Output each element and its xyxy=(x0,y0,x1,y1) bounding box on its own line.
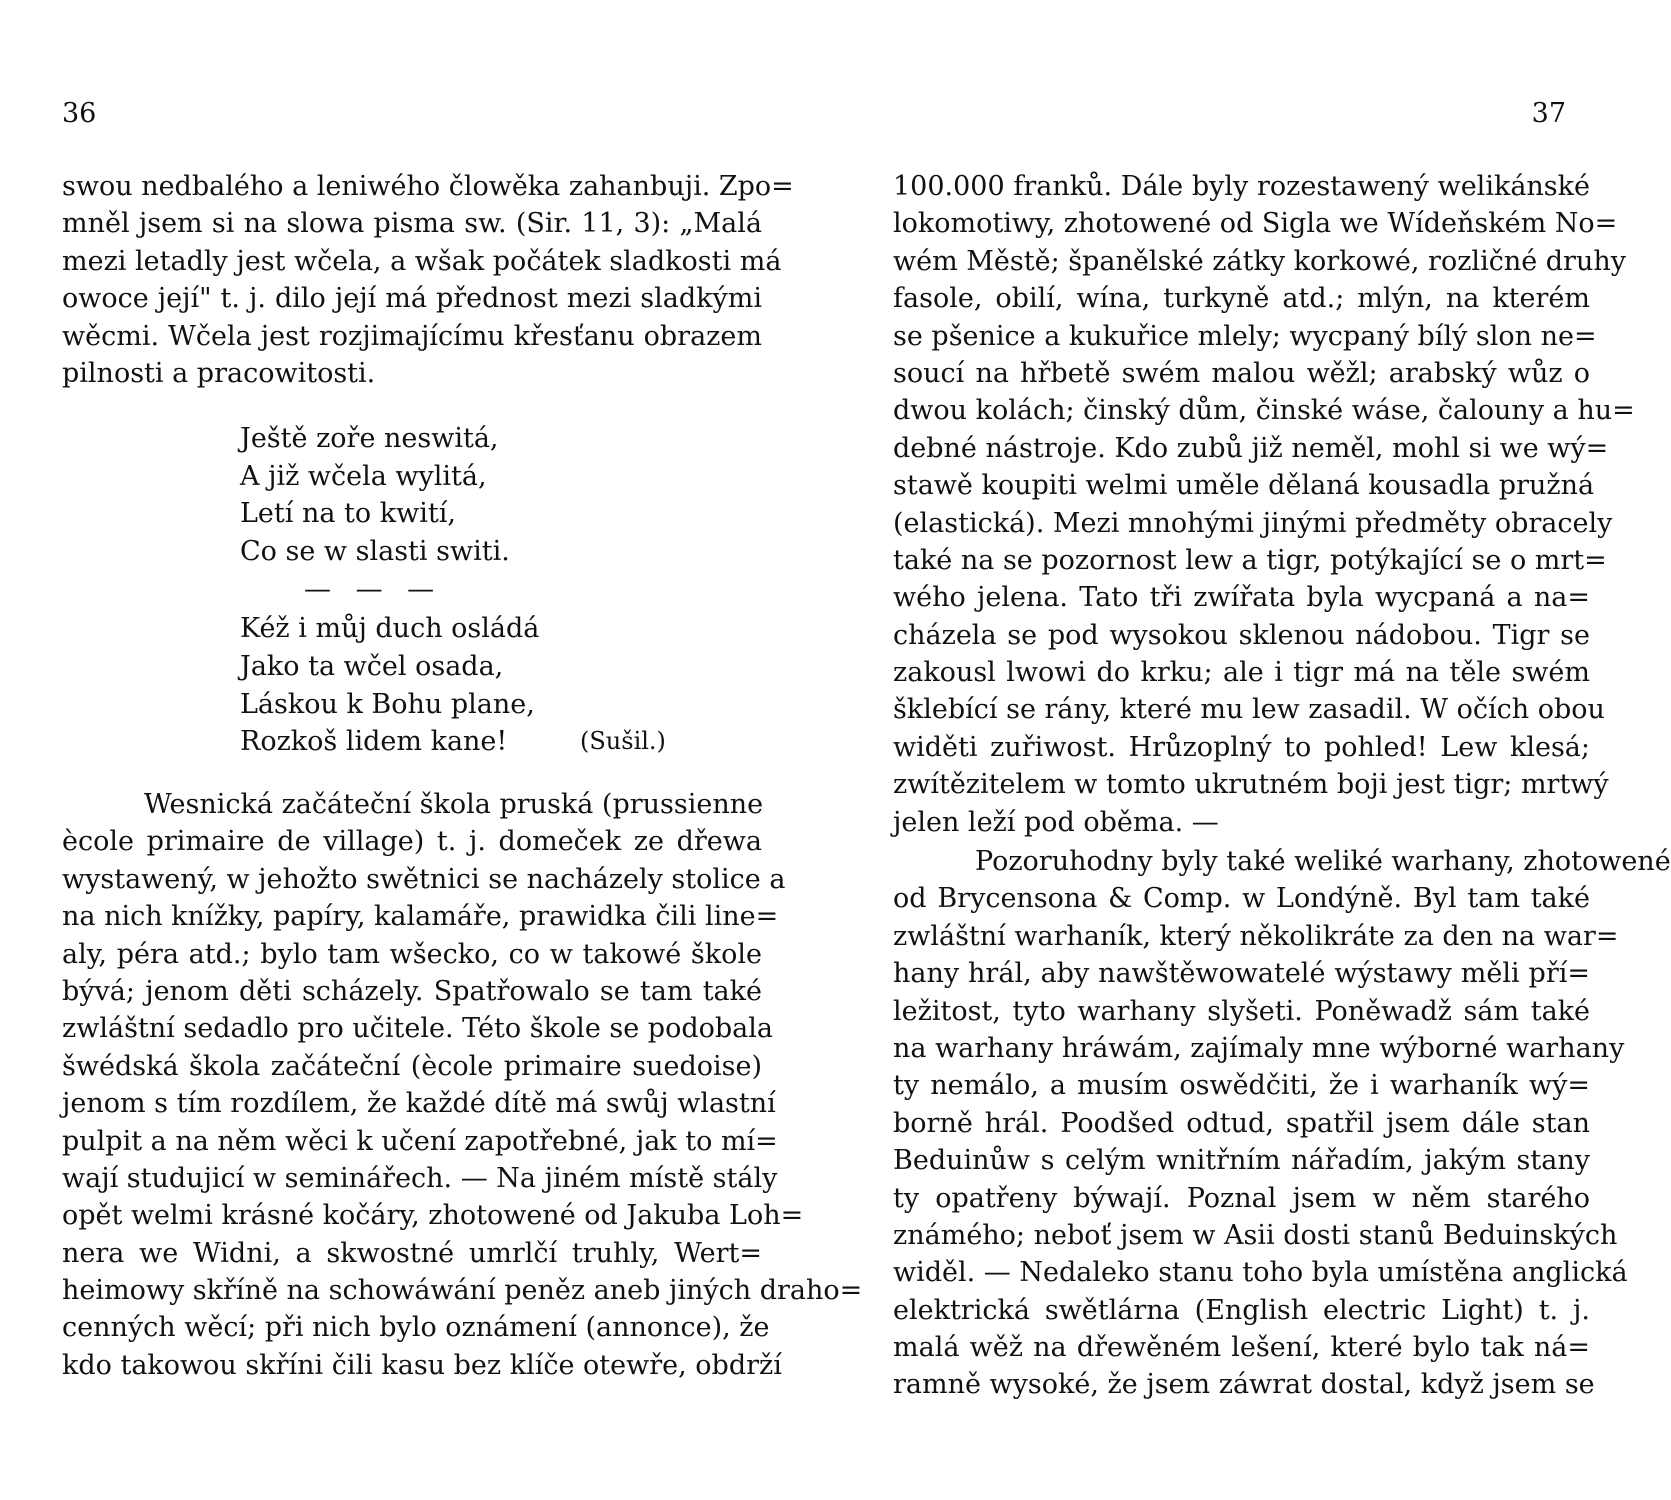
text-line: se pšenice a kukuřice mlely; wycpaný bílý slon ne= xyxy=(893,320,1597,352)
text-line: na warhany hráwám, zajímaly mne wýborné warhany xyxy=(893,1032,1625,1064)
text-line: swou nedbalého a leniwého člowěka zahanbuji. Zpo= xyxy=(62,171,794,202)
poem-line: Kéž i můj duch osládá xyxy=(240,613,540,645)
text-line: wěcmi. Wčela jest rozjimajícímu křesťanu obrazem xyxy=(62,320,762,352)
text-line: na nich knížky, papíry, kalamáře, prawidka čili line= xyxy=(62,901,779,933)
poem-line: Jako ta wčel osada, xyxy=(240,650,504,682)
poem-line: Letí na to kwití, xyxy=(240,498,456,530)
text-line: elektrická swětlárna (English electric Light) t. j. xyxy=(893,1294,1590,1326)
text-line: cenných wěcí; při nich bylo oznámení (annonce), že xyxy=(62,1312,770,1344)
text-line: wystawený, w jehožto swětnici se nacházely stolice a xyxy=(62,863,786,895)
text-line: lokomotiwy, zhotowené od Sigla we Wídeňském No= xyxy=(893,208,1618,240)
text-line: opět welmi krásné kočáry, zhotowené od Jakuba Loh= xyxy=(62,1200,804,1232)
text-line: známého; neboť jsem w Asii dosti stanů Beduinských xyxy=(893,1219,1618,1251)
text-line: kdo takowou skříni čili kasu bez klíče otewře, obdrží xyxy=(62,1349,782,1381)
text-line: wém Městě; španělské zátky korkowé, rozličné druhy xyxy=(893,245,1626,277)
text-line: jenom s tím rozdílem, že každé dítě má swůj wlastní xyxy=(62,1088,776,1120)
text-line: malá wěž na dřewěném lešení, které bylo tak ná= xyxy=(893,1332,1590,1364)
text-line: hany hrál, aby nawštěwowatelé wýstawy měli pří= xyxy=(893,958,1590,990)
paragraph-exhibits xyxy=(893,168,1635,841)
text-line: mněl jsem si na slowa pisma sw. (Sir. 11, 3): „Malá xyxy=(62,208,762,240)
poem-stanza-2 xyxy=(240,610,760,760)
poem-line: Rozkoš lidem kane! (Sušil.) xyxy=(240,723,760,761)
text-line: fasole, obilí, wína, turkyně atd.; mlýn, na kterém xyxy=(893,283,1590,315)
poem-line: Co se w slasti switi. xyxy=(240,535,510,567)
text-line: wají studujicí w seminářech. — Na jiném místě stály xyxy=(62,1162,778,1194)
text-line: dwou kolách; činský dům, činské wáse, čalouny a hu= xyxy=(893,395,1635,427)
page-number-left: 36 xyxy=(62,98,97,129)
text-line: ty opatřeny býwají. Poznal jsem w něm starého xyxy=(893,1182,1590,1214)
poem-stanza-1 xyxy=(240,420,760,570)
text-line: šklebící se rány, které mu lew zasadil. W očích obou xyxy=(893,694,1605,726)
text-line: debné nástroje. Kdo zubů již neměl, mohl si we wý= xyxy=(893,432,1609,464)
text-line: ležitost, tyto warhany slyšeti. Poněwadž sám také xyxy=(893,995,1590,1027)
text-line: Pozoruhodny byly také weliké warhany, zhotowené xyxy=(975,846,1671,877)
text-line: ty nemálo, a musím oswědčiti, že i warhaník wý= xyxy=(893,1070,1590,1102)
text-line: widěti zuřiwost. Hrůzoplný to pohled! Lew klesá; xyxy=(893,731,1590,763)
text-line: pilnosti a pracowitosti. xyxy=(62,357,376,389)
text-line: také na se pozornost lew a tigr, potýkající se o mrt= xyxy=(893,544,1607,576)
stanza-divider: — — — xyxy=(304,574,443,606)
text-line: zakousl lwowi do krku; ale i tigr má na těle swém xyxy=(893,657,1590,689)
text-line: aly, péra atd.; bylo tam wšecko, co w takowé škole xyxy=(62,938,762,970)
text-line: heimowy skříně na schowáwání peněz aneb jiných draho= xyxy=(62,1275,863,1307)
text-line: ramně wysoké, že jsem záwrat dostal, když jsem se xyxy=(893,1369,1595,1401)
text-line: zwláštní warhaník, který několikráte za den na war= xyxy=(893,920,1619,952)
text-line: zwítězitelem w tomto ukrutném boji jest tigr; mrtwý xyxy=(893,769,1609,801)
text-line: od Brycensona & Comp. w Londýně. Byl tam také xyxy=(893,883,1590,915)
page-number-right: 37 xyxy=(1531,98,1566,129)
poem-line: Ještě zoře neswitá, xyxy=(240,423,499,454)
text-line: wého jelena. Tato tři zwířata byla wycpaná a na= xyxy=(893,582,1590,614)
right-page xyxy=(823,0,1671,1500)
text-line: soucí na hřbetě swém malou wěžl; arabský wůz o xyxy=(893,357,1590,389)
text-line: ècole primaire de village) t. j. domeček ze dřewa xyxy=(62,826,762,858)
text-line: cházela se pod wysokou sklenou nádobou. Tigr se xyxy=(893,619,1590,651)
paragraph-school xyxy=(62,786,863,1384)
paragraph-organ xyxy=(893,843,1671,1404)
text-line: jelen leží pod oběma. — xyxy=(893,806,1219,838)
text-line: nera we Widni, a skwostné umrlčí truhly, Wert= xyxy=(62,1237,762,1269)
text-line: zwláštní sedadlo pro učitele. Této škole se podobala xyxy=(62,1013,773,1045)
text-line: 100.000 franků. Dále byly rozestawený welikánské xyxy=(893,171,1590,202)
text-line: pulpit a na něm wěci k učení zapotřebné, jak to mí= xyxy=(62,1125,778,1157)
poem-line: A již wčela wylitá, xyxy=(240,460,487,492)
text-line: widěl. — Nedaleko stanu toho byla umístěna anglická xyxy=(893,1257,1628,1289)
text-line: mezi letadly jest wčela, a wšak počátek sladkosti má xyxy=(62,245,782,277)
text-line: bývá; jenom děti scházely. Spatřowalo se tam také xyxy=(62,975,762,1007)
text-line: Beduinůw s celým wnitřním nářadím, jakým stany xyxy=(893,1145,1590,1177)
text-line: stawě koupiti welmi uměle dělaná kousadla pružná xyxy=(893,470,1595,502)
text-line: šwédská škola začáteční (ècole primaire suedoise) xyxy=(62,1050,762,1082)
paragraph-intro xyxy=(62,168,794,392)
poem-line: Láskou k Bohu plane, xyxy=(240,688,535,720)
text-line: owoce její" t. j. dilo její má přednost mezi sladkými xyxy=(62,283,762,315)
text-line: Wesnická začáteční škola pruská (prussienne xyxy=(144,789,764,820)
text-line: borně hrál. Poodšed odtud, spatřil jsem dále stan xyxy=(893,1107,1590,1139)
poem-signature: (Sušil.) xyxy=(580,727,666,756)
poem xyxy=(240,420,760,761)
text-line: (elastická). Mezi mnohými jinými předměty obracely xyxy=(893,507,1613,539)
